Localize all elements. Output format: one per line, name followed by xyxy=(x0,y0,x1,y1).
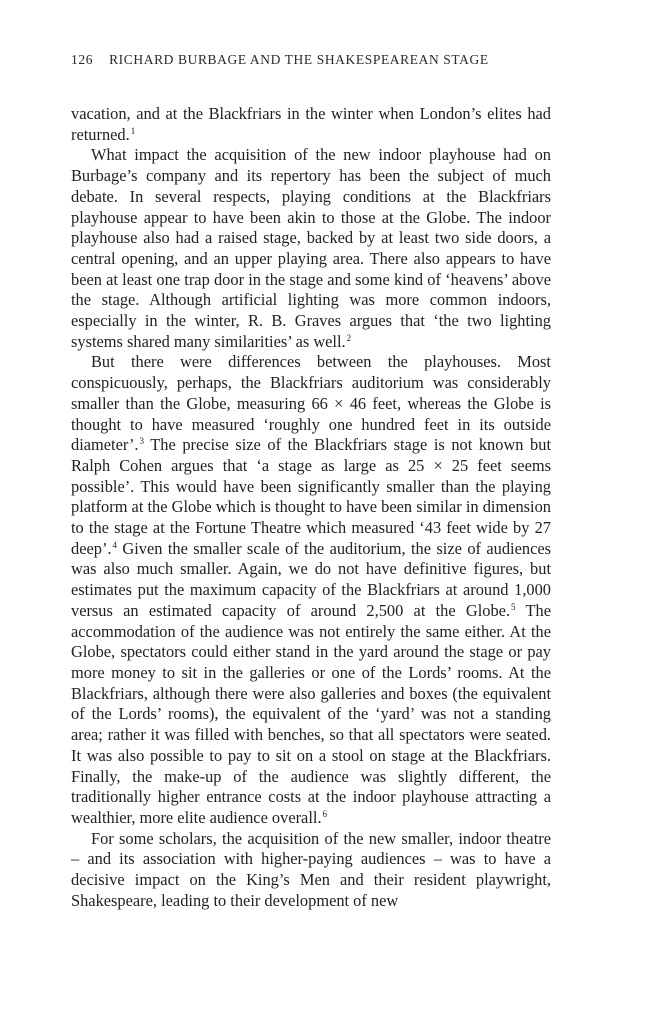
paragraph xyxy=(71,352,551,828)
paragraph xyxy=(71,829,551,912)
paragraph xyxy=(71,145,551,352)
running-head xyxy=(71,52,551,68)
paragraph-text: But there were differences between the playhouses. Most conspicuously, perhaps, the Blackfriars auditorium was considerably smaller than the Globe, measuring 66 × 46 feet, whereas the Globe is thought to have measured ‘roughly one hundred feet in its outside diameter’. xyxy=(71,352,551,455)
footnote-ref: 1 xyxy=(130,125,136,136)
footnote-ref: 5 xyxy=(511,601,516,612)
paragraph-continued xyxy=(71,104,551,145)
paragraph-text: What impact the acquisition of the new indoor playhouse had on Burbage’s company and its repertory has been the subject of much debate. In several respects, playing conditions at the Blackfriars playhouse appear to have been akin to those at the Globe. The indoor playhouse also had a raised stage, backed by at least two side doors, a central opening, and an upper playing area. There also appears to have been at least one trap door in the stage and some kind of ‘heavens’ above the stage. Although artificial lighting was more common indoors, especially in the winter, R. B. Graves argues that ‘the two lighting systems shared many similarities’ as well. xyxy=(71,145,551,351)
footnote-ref: 2 xyxy=(346,332,352,343)
paragraph-text: Given the smaller scale of the auditorium, the size of audiences was also much smaller. Again, we do not have definitive figures, but estimates put the maximum capacity of the Blackfriars at around 1,000 versus an estimated capacity of around 2,500 at the Globe. xyxy=(71,538,551,620)
running-title: RICHARD BURBAGE AND THE SHAKESPEAREAN STAGE xyxy=(109,52,489,67)
footnote-ref: 4 xyxy=(112,539,117,550)
paragraph-text: vacation, and at the Blackfriars in the winter when London’s elites had returned. xyxy=(71,104,551,144)
page-number: 126 xyxy=(71,52,94,67)
footnote-ref: 3 xyxy=(139,436,144,447)
footnote-ref: 6 xyxy=(322,808,328,819)
paragraph-text: The precise size of the Blackfriars stage is not known but Ralph Cohen argues that ‘a stage as large as 25 × 25 feet seems possible’. This would have been significantly smaller than the playing platform at the Globe which is thought to have been similar in dimension to the stage at the Fortune Theatre which measured ‘43 feet wide by 27 deep’. xyxy=(71,435,551,558)
paragraph-text: For some scholars, the acquisition of the new smaller, indoor theatre – and its association with higher-paying audiences – was to have a decisive impact on the King’s Men and their resident playwright, Shakespeare, leading to their development of new xyxy=(71,828,551,910)
body-text xyxy=(71,104,551,911)
paragraph-text: The accommodation of the audience was not entirely the same either. At the Globe, spectators could either stand in the yard around the stage or pay more money to sit in the galleries or one of the Lords’ rooms. At the Blackfriars, although there were also galleries and boxes (the equivalent of the Lords’ rooms), the equivalent of the ‘yard’ was not a standing area; rather it was filled with benches, so that all spectators were seated. It was also possible to pay to sit on a stool on stage at the Blackfriars. Finally, the make-up of the audience was slightly different, the traditionally higher entrance costs at the indoor playhouse attracting a wealthier, more elite audience overall. xyxy=(71,600,551,827)
